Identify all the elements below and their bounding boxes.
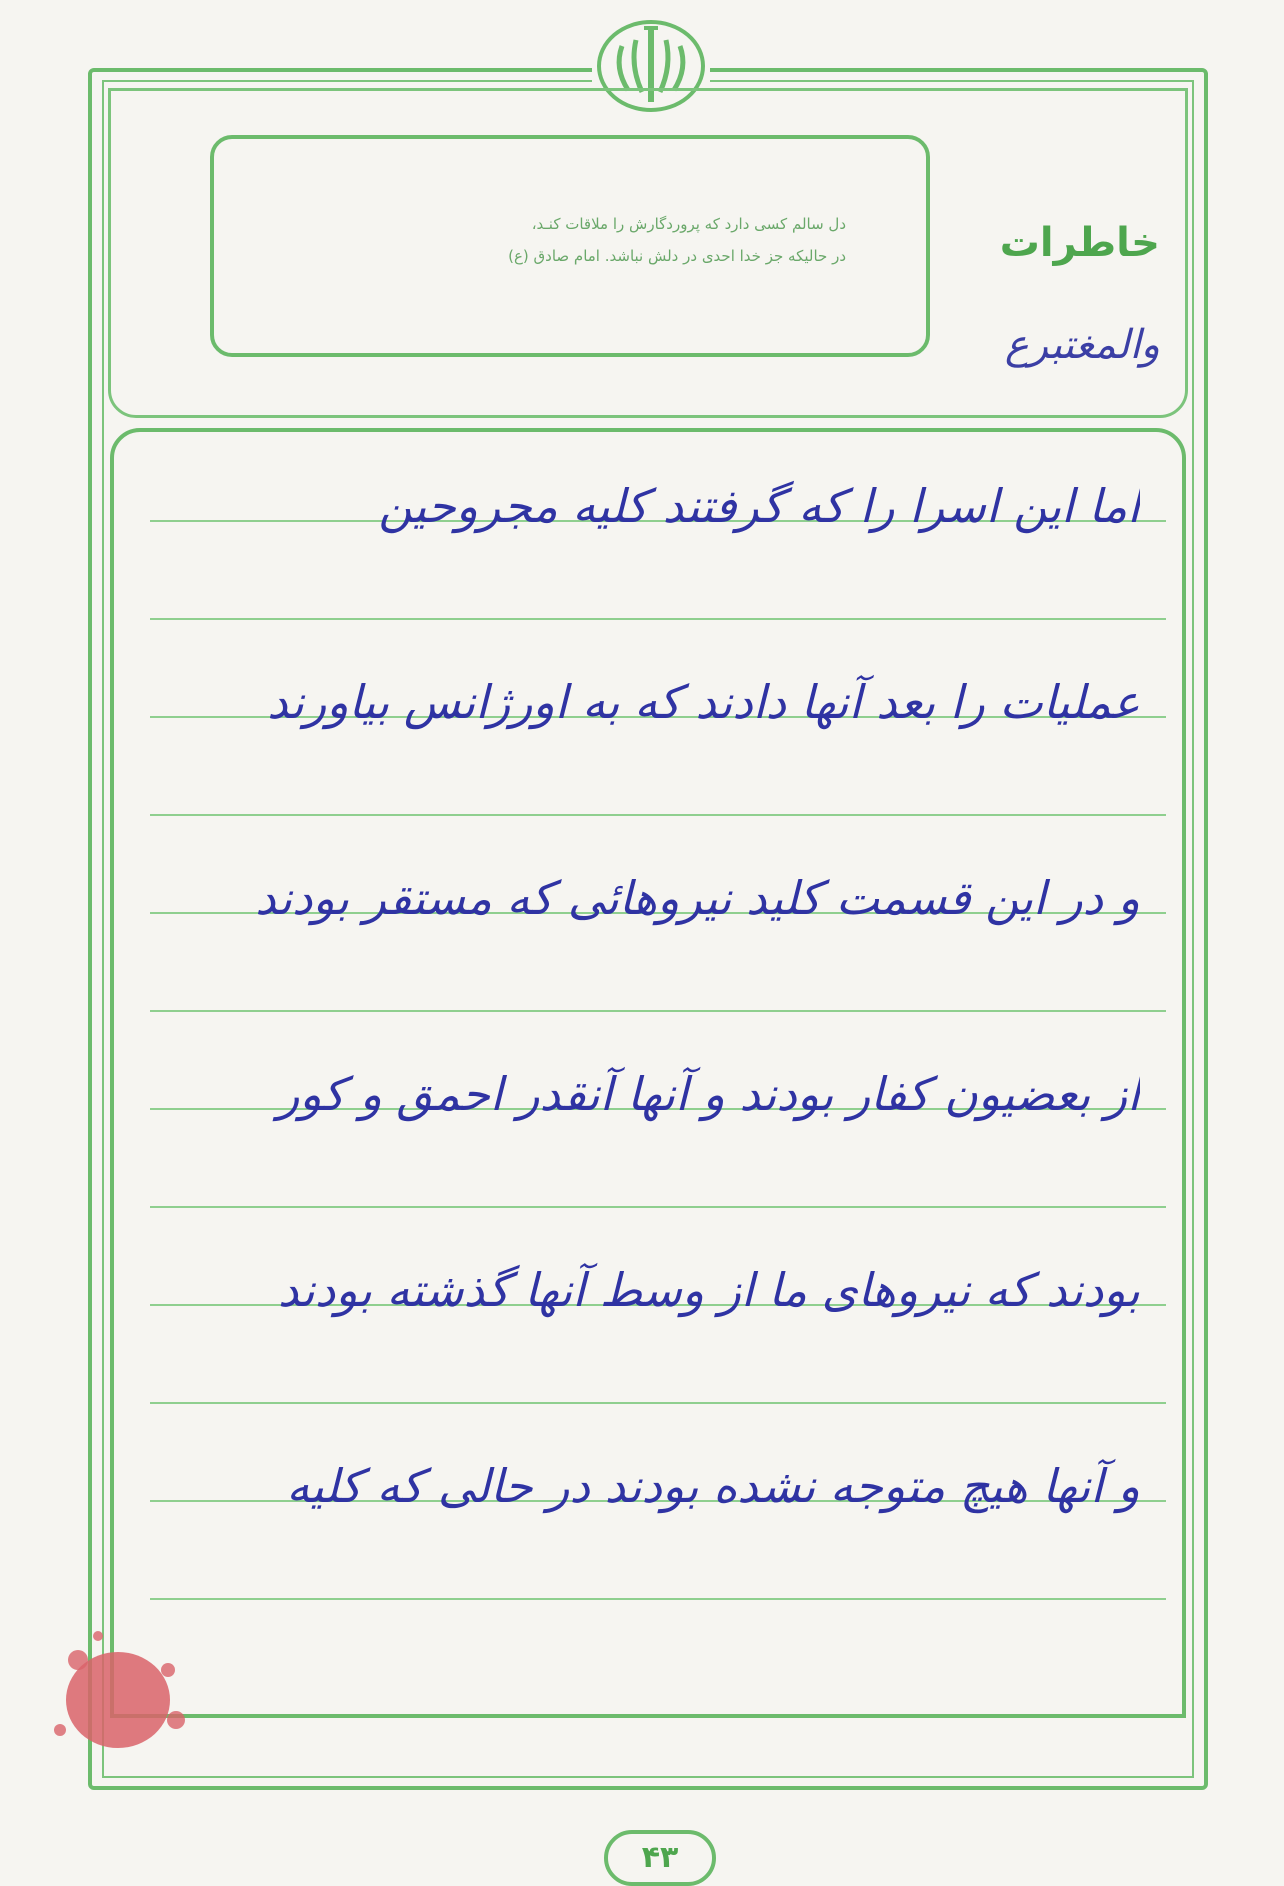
ruled-line (150, 814, 1166, 816)
handwritten-line-4: از بعضیون کفار بودند و آنها آنقدر احمق و کور (277, 1067, 1140, 1121)
quote-line-2: در حالیکه جز خدا احدی در دلش نباشد. امام صادق (ع) (508, 247, 846, 265)
handwritten-line-1: اما این اسرا را که گرفتند کلیه مجروحین (378, 479, 1140, 533)
handwritten-line-2: عملیات را بعد آنها دادند که به اورژانس بیاورند (267, 675, 1140, 729)
section-title: خاطرات (999, 220, 1160, 266)
ruled-line (150, 1206, 1166, 1208)
ruled-line (150, 1402, 1166, 1404)
quote-line-1: دل سالم کسی دارد که پروردگارش را ملاقات کنـد، (531, 215, 846, 233)
quote-box (210, 135, 930, 357)
red-stain-icon (38, 1620, 198, 1770)
ruled-line (150, 1010, 1166, 1012)
handwritten-heading: والمغتبرع (1004, 322, 1160, 368)
handwritten-line-6: و آنها هیچ متوجه نشده بودند در حالی که کلیه (286, 1459, 1140, 1513)
ruled-line (150, 1598, 1166, 1600)
page-number: ۴۳ (604, 1830, 716, 1886)
handwritten-line-3: و در این قسمت کلید نیروهائی که مستقر بودند (255, 871, 1140, 925)
handwritten-line-5: بودند که نیروهای ما از وسط آنها گذشته بودند (277, 1263, 1140, 1317)
ruled-line (150, 618, 1166, 620)
